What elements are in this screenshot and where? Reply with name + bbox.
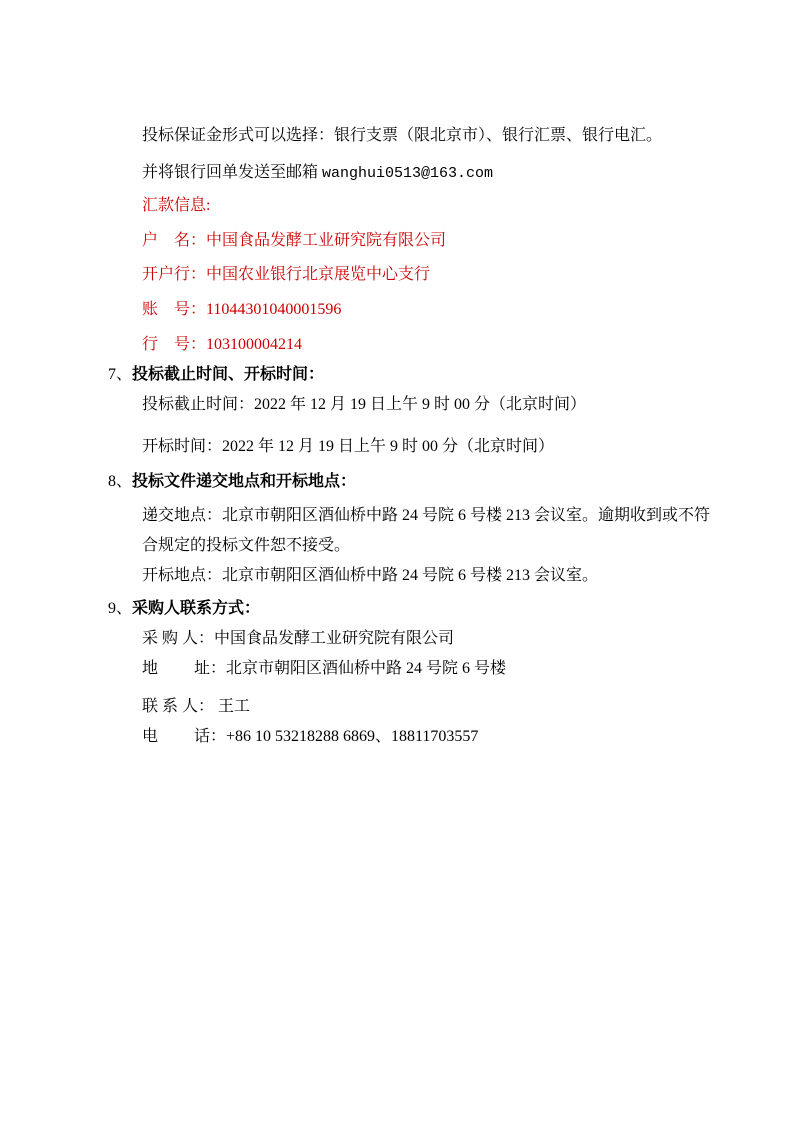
bank-receipt-email-line <box>142 158 794 189</box>
phone-number-line: 电 话：+86 10 53218288 6869、18811703557 <box>142 728 479 745</box>
remittance-row-bank <box>142 260 794 290</box>
section7-title: 投标截止时间、开标时间： <box>132 366 325 383</box>
section9-number: 9、 <box>108 600 133 617</box>
section7-heading <box>108 360 794 390</box>
buyer-address-line: 地 址：北京市朝阳区酒仙桥中路 24 号院 6 号楼 <box>142 660 507 677</box>
delivery-place-line-2: 合规定的投标文件恕不接受。 <box>142 537 351 554</box>
remittance-row-account-number <box>142 295 794 325</box>
section9-title: 采购人联系方式： <box>132 600 261 617</box>
row-label: 账 号： <box>142 301 207 318</box>
section8-number: 8、 <box>108 473 133 490</box>
remittance-row-bank-number <box>142 330 794 360</box>
remittance-row-account-name <box>142 226 794 256</box>
bid-deadline-line: 投标截止时间：2022 年 12 月 19 日上午 9 时 00 分（北京时间） <box>142 396 587 413</box>
row-value: 中国食品发酵工业研究院有限公司 <box>206 232 447 249</box>
buyer-name-line: 采 购 人：中国食品发酵工业研究院有限公司 <box>142 630 455 647</box>
row-label: 户 名： <box>142 232 207 249</box>
row-value: 103100004214 <box>206 336 303 353</box>
delivery-place-line-1: 递交地点：北京市朝阳区酒仙桥中路 24 号院 6 号楼 213 会议室。逾期收到或不符 <box>142 507 711 524</box>
section9-heading <box>108 594 794 624</box>
opening-place-line: 开标地点：北京市朝阳区酒仙桥中路 24 号院 6 号楼 213 会议室。 <box>142 567 599 584</box>
deposit-options-line: 投标保证金形式可以选择：银行支票（限北京市）、银行汇票、银行电汇。 <box>142 127 663 144</box>
email-address: wanghui0513@163.com <box>322 165 494 182</box>
email-prefix-text: 并将银行回单发送至邮箱 <box>142 164 323 181</box>
row-value: 11044301040001596 <box>206 301 342 318</box>
row-value: 中国农业银行北京展览中心支行 <box>206 266 431 283</box>
row-label: 行 号： <box>142 336 207 353</box>
contact-person-line: 联 系 人： 王工 <box>142 698 251 715</box>
row-label: 开户行： <box>142 266 207 283</box>
section8-heading <box>108 467 794 497</box>
bid-opening-time-line: 开标时间：2022 年 12 月 19 日上午 9 时 00 分（北京时间） <box>142 438 555 455</box>
section7-number: 7、 <box>108 366 133 383</box>
remittance-title: 汇款信息: <box>142 197 211 214</box>
section8-title: 投标文件递交地点和开标地点： <box>132 473 357 490</box>
